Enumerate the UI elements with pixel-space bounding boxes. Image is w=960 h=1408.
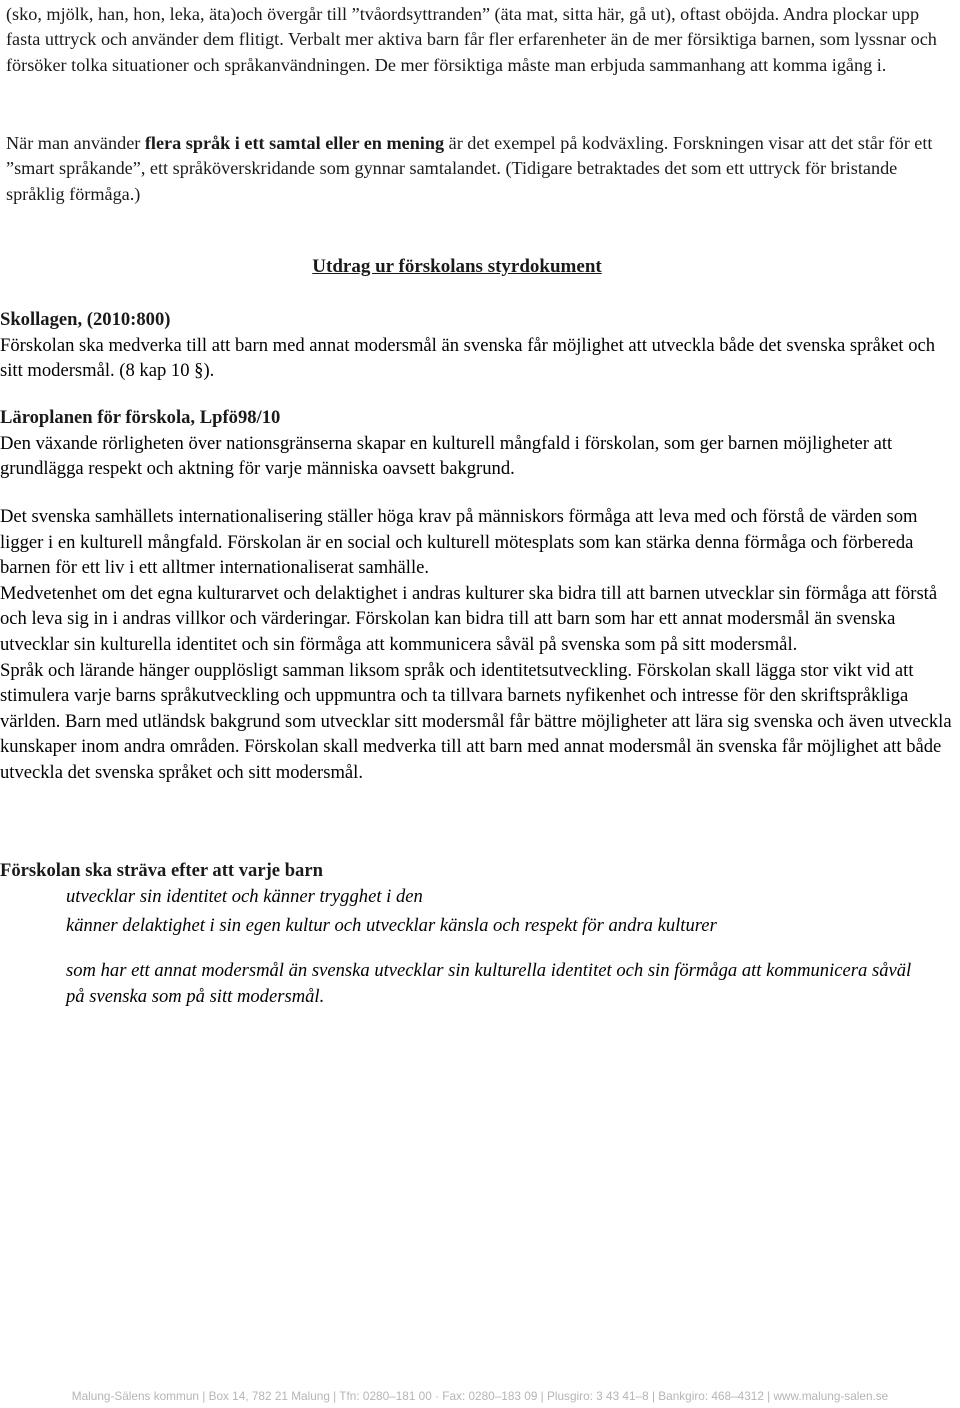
goals-section xyxy=(0,858,960,884)
intro-text-2-bold: flera språk i ett samtal eller en mening xyxy=(144,133,445,153)
intro-text-2 xyxy=(6,131,956,207)
laroplan-paragraph-4: Språk och lärande hänger oupplösligt samman liksom språk och identitetsutveckling. Förskolan skall lägga stor vikt vid att stimulera varje barns språkutveckling och uppmuntra och ta tillvara barnets nyfikenhet och intresse för den skriftspråkliga världen. Barn med utländsk bakgrund som utvecklar sitt modersmål får bättre möjligheter att lära sig svenska och även utveckla kunskaper inom andra områden. Förskolan skall medverka till att barn med annat modersmål än svenska får möjlighet att både utveckla det svenska språket och sitt modersmål. xyxy=(0,659,952,783)
laroplan-paragraph-2: Det svenska samhällets internationalisering ställer höga krav på människors förmåga att leva med och förstå de värden som ligger i en kulturell mångfald. Förskolan är en social och kulturell mötesplats som kan stärka denna förmåga och förbereda barnen för ett liv i ett alltmer internationaliserat samhälle. xyxy=(0,506,918,579)
intro-text-1: (sko, mjölk, han, hon, leka, äta)och övergår till ”tvåordsyttranden” (äta mat, sitta här, gå ut), oftast oböjda. Andra plockar upp fasta uttryck och använder dem flitigt. Verbalt mer aktiva barn får fler erfarenheter än de mer försiktiga barnen, som lyssnar och försöker tolka situationer och språkanvändningen. De mer försiktiga måste man erbjuda sammanhang att komma igång i. xyxy=(6,4,937,75)
intro-text-2-start: När man använder xyxy=(6,133,145,153)
excerpt-heading: Utdrag ur förskolans styrdokument xyxy=(312,256,602,277)
laroplan-section xyxy=(0,405,960,482)
skollagen-title: Skollagen, (2010:800) xyxy=(0,309,171,330)
intro-paragraph-2 xyxy=(6,131,956,207)
page-footer: Malung-Sälens kommun | Box 14, 782 21 Malung | Tfn: 0280–181 00 · Fax: 0280–183 09 | Plusgiro: 3 43 41–8 | Bankgiro: 468–4312 | www.malung-salen.se xyxy=(71,1389,889,1403)
goals-list xyxy=(66,884,926,1009)
goals-title: Förskolan ska sträva efter att varje barn xyxy=(0,860,323,881)
skollagen-section xyxy=(0,307,960,384)
laroplan-paragraph-3: Medvetenhet om det egna kulturarvet och delaktighet i andras kulturer ska bidra till att barnen utvecklar sin förmåga att förstå och leva sig in i andras villkor och värderingar. Förskolan kan bidra till att barn som har ett annat modersmål än svenska utvecklar sin kulturella identitet och sin förmåga att kommunicera såväl på svenska som på sitt modersmål. xyxy=(0,582,938,655)
skollagen-text: Förskolan ska medverka till att barn med annat modersmål än svenska får möjlighet att utveckla både det svenska språket och sitt modersmål. (8 kap 10 §). xyxy=(0,334,936,382)
laroplan-title: Läroplanen för förskola, Lpfö98/10 xyxy=(0,407,281,428)
intro-paragraph-1 xyxy=(6,2,956,78)
intro-text-2-end: är det exempel på kodväxling. Forskningen visar att det står för ett ”smart språkande”, ett språköverskridande som gynnar samtalandet. (Tidigare betraktades det som ett uttryck för bristande språklig förmåga.) xyxy=(6,133,933,204)
goal-item-2: känner delaktighet i sin egen kultur och utvecklar känsla och respekt för andra kulturer xyxy=(66,914,717,936)
goal-item-1: utvecklar sin identitet och känner trygghet i den xyxy=(66,886,423,907)
goal-item-3: som har ett annat modersmål än svenska utvecklar sin kulturella identitet och sin förmåga att kommunicera såväl på svenska som på sitt modersmål. xyxy=(66,960,912,1007)
laroplan-body xyxy=(0,504,960,786)
laroplan-paragraph-1: Den växande rörligheten över nationsgränserna skapar en kulturell mångfald i förskolan, som ger barnen möjligheter att grundlägga respekt och aktning för varje människa oavsett bakgrund. xyxy=(0,432,893,480)
